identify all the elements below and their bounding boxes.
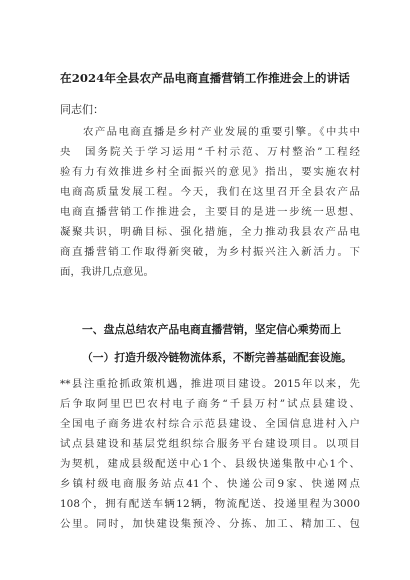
salutation: 同志们：	[60, 103, 104, 116]
text-line: 乡镇村级电商服务站点41个、快递公司9家、快递网点	[60, 478, 360, 490]
text-line: 央 国务院关于学习运用“千村示范、万村整治”工程经	[60, 146, 360, 158]
text-line: 试点县建设和基层党组织综合服务平台建设项目。以项目	[60, 438, 360, 450]
text-line: **县注重抢抓政策机遇，推进项目建设。2015年以来，先	[60, 378, 360, 390]
text-line: 108个，拥有配送车辆12辆，物流配送、投递里程为3000	[60, 498, 360, 510]
text-line: 面，我讲几点意见。	[60, 266, 154, 278]
document-title: 在2024年全县农产品电商直播营销工作推进会上的讲话	[60, 71, 350, 85]
text-line: 为契机，建成县级配送中心1个、县级快递集散中心1个、	[60, 458, 360, 470]
text-line: 后争取阿里巴巴农村电子商务“千县万村”试点县建设、	[60, 398, 360, 410]
text-line: 电商直播营销工作推进会，主要目的是进一步统一思想、	[60, 206, 360, 218]
text-line: 公里。同时，加快建设集预冷、分拣、加工、精加工、包	[60, 518, 360, 530]
text-line: 农产品电商直播是乡村产业发展的重要引擎。《中共中	[83, 126, 360, 138]
text-line: 全国电子商务进农村综合示范县建设、全国信息进村入户	[60, 418, 360, 430]
text-line: 商直播营销工作取得新突破，为乡村振兴注入新活力。下	[60, 246, 360, 258]
subsection-heading: （一）打造升级冷链物流体系，不断完善基础配套设施。	[82, 351, 352, 364]
text-line: 电商高质量发展工程。今天，我们在这里召开全县农产品	[60, 186, 360, 198]
text-line: 凝聚共识，明确目标、强化措施，全力推动我县农产品电	[60, 226, 360, 238]
text-line: 验有力有效推进乡村全面振兴的意见》指出，要实施农村	[60, 166, 360, 178]
section-heading: 一、盘点总结农产品电商直播营销，坚定信心乘势而上	[82, 323, 342, 336]
